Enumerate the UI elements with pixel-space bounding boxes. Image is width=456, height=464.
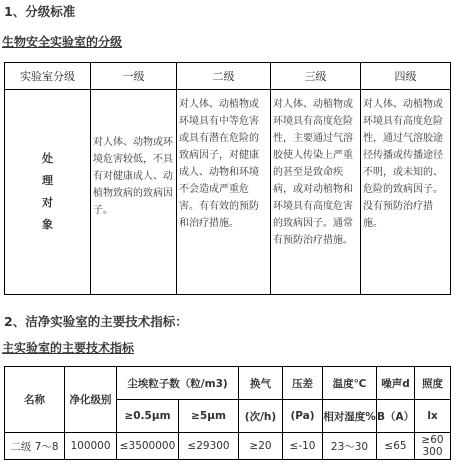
cell-grade: 100000 <box>65 433 117 460</box>
biosafety-subtitle: 生物安全实验室的分级 <box>2 35 123 49</box>
biosafety-header-row <box>5 63 451 90</box>
biosafety-data-row <box>5 90 451 295</box>
biosafety-grade-table <box>4 62 451 295</box>
row-header-char: 理 <box>42 174 53 187</box>
air-unit: (次/h) <box>239 400 283 433</box>
tech-subtitle: 主实验室的主要技术指标 <box>2 341 135 355</box>
dust-sub-header-5: ≥5μm <box>179 400 239 433</box>
cell-dust-5: ≤29300 <box>179 433 239 460</box>
cell-light: ≥60 300 <box>415 433 451 460</box>
grade-2-target-cell: 对人体、动植物或环境具有中等危害或具有潜在危险的致病因子，对健康成人、动物和环境不会造成严重危害。有有效的预防和治疗措施。 <box>177 90 271 295</box>
section2-heading: 2、洁净实验室的主要技术指标： <box>4 314 188 329</box>
cell-noise: ≤65 <box>377 433 415 460</box>
col-name-header: 名称 <box>5 367 65 433</box>
col-light-header: 照度 <box>415 367 451 400</box>
dust-sub-header-05: ≥0.5μm <box>117 400 179 433</box>
header-grade-4: 四级 <box>361 63 451 90</box>
row-header-char: 对 <box>42 196 53 209</box>
cell-air: ≥20 <box>239 433 283 460</box>
grade-3-target-cell: 对人体、动植物或环境具有高度危险性，主要通过气溶胶使人传染上严重的甚至是致命疾病，或对动植物和环境具有高度危害的致病因子。通常有预防治疗措施。 <box>271 90 361 295</box>
section1-heading: 1、分级标准 <box>4 4 76 19</box>
table-row <box>5 433 451 460</box>
header-lab-grade: 实验室分级 <box>5 63 91 90</box>
cell-dust-05: ≤3500000 <box>117 433 179 460</box>
col-noise-header: 噪声d <box>377 367 415 400</box>
tech-spec-table <box>4 366 451 460</box>
cell-temp: 23～30 <box>323 433 377 460</box>
header-grade-3: 三级 <box>271 63 361 90</box>
col-temp-header: 温度℃ <box>323 367 377 400</box>
pressure-unit: (Pa) <box>283 400 323 433</box>
cell-name: 二级 7～8 <box>5 433 65 460</box>
col-grade-header: 净化级别 <box>65 367 117 433</box>
tech-header-row-1 <box>5 367 451 400</box>
col-dust-header: 尘埃粒子数（粒/m3) <box>117 367 239 400</box>
row-header-char: 象 <box>42 218 53 231</box>
row-header-target <box>5 90 91 295</box>
grade-1-target-cell: 对人体、动物或环境危害较低，不具有对健康成人、动植物致病的致病因子。 <box>91 90 177 295</box>
header-grade-2: 二级 <box>177 63 271 90</box>
header-grade-1: 一级 <box>91 63 177 90</box>
noise-unit: B（A） <box>377 400 415 433</box>
light-unit: lx <box>415 400 451 433</box>
row-header-char: 处 <box>42 152 53 165</box>
grade-4-target-cell: 对人体、动植物或环境具有高度危险性，通过气溶胶途径传播或传播途径不明，或未知的、危险的致病因子。没有预防治疗措施。 <box>361 90 451 295</box>
col-pressure-header: 压差 <box>283 367 323 400</box>
cell-pressure: ≤-10 <box>283 433 323 460</box>
humidity-header: 相对湿度% <box>323 400 377 433</box>
col-air-header: 换气 <box>239 367 283 400</box>
